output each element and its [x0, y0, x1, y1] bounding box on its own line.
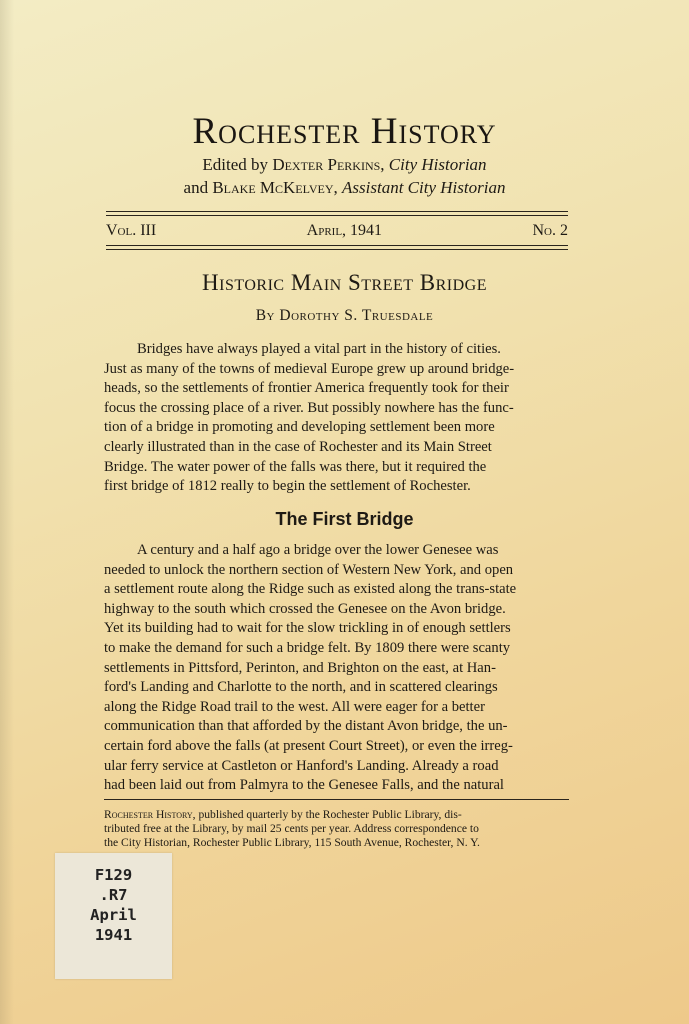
paragraph-line: highway to the south which crossed the Genesee on the Avon bridge. [104, 600, 506, 617]
footnote-text: , published quarterly by the Rochester Public Library, dis- [192, 808, 462, 821]
paragraph-line: Just as many of the towns of medieval Europe grew up around bridge- [104, 360, 515, 377]
editor-name: Dexter Perkins [272, 155, 381, 174]
volume-label: Vol. III [106, 222, 157, 239]
issue-info-line [106, 222, 568, 240]
editors-prefix: Edited by [202, 155, 273, 174]
editors-line-2 [0, 176, 689, 199]
paragraph-line: A century and a half ago a bridge over the lower Genesee was [137, 542, 499, 558]
paragraph-line: needed to unlock the northern section of Western New York, and open [104, 561, 514, 578]
issue-date: April, 1941 [306, 222, 383, 239]
editors-separator: , [333, 178, 343, 197]
assistant-editor-role: Assistant City Historian [342, 178, 506, 197]
paragraph-line: tion of a bridge in promoting and developing settlement been more [104, 419, 495, 436]
paragraph-line: to make the demand for such a bridge felt. By 1809 there were scanty [104, 639, 511, 656]
call-number-line: .R7 [99, 886, 128, 904]
footnote-divider [104, 799, 569, 800]
paragraph-line: Bridge. The water power of the falls was there, but it required the [104, 458, 487, 475]
paragraph-line: ford's Landing and Charlotte to the north, and in scattered clearings [104, 679, 498, 696]
footnote-line: tributed free at the Library, by mail 25 cents per year. Address correspondence to [104, 822, 479, 835]
footnote-lead: Rochester History [104, 808, 193, 821]
section-heading: The First Bridge [275, 509, 414, 529]
call-number-line: 1941 [94, 926, 133, 944]
paragraph-line: communication than that afforded by the distant Avon bridge, the un- [104, 718, 508, 735]
top-double-rule-lower [106, 215, 568, 216]
paragraph-line: a settlement route along the Ridge such as existed along the trans-state [104, 581, 517, 598]
paragraph-line: had been laid out from Palmyra to the Genesee Falls, and the natural [104, 777, 504, 794]
article-title: Historic Main Street Bridge [202, 270, 487, 295]
bottom-double-rule-upper [106, 245, 568, 246]
library-call-number-label [55, 853, 172, 979]
paragraph-line: clearly illustrated than in the case of Rochester and its Main Street [104, 438, 492, 455]
editors-separator: , [380, 155, 389, 174]
call-number-line: F129 [94, 866, 133, 884]
publication-footnote [104, 808, 572, 850]
editor-role: City Historian [388, 155, 487, 174]
top-double-rule-upper [106, 211, 568, 212]
bottom-double-rule-lower [106, 249, 568, 250]
paragraph-line: along the Ridge Road trail to the west. All were eager for a better [104, 698, 485, 715]
footnote-line [104, 808, 572, 822]
editors-line-1 [0, 153, 689, 176]
call-number-line: April [90, 906, 137, 924]
paragraph-line: Yet its building had to wait for the slow trickling in of enough settlers [104, 620, 511, 637]
intro-paragraph [104, 340, 568, 497]
paragraph-line: Bridges have always played a vital part in the history of cities. [137, 341, 501, 357]
paragraph-line: first bridge of 1812 really to begin the settlement of Rochester. [104, 478, 471, 495]
publication-title: Rochester History [192, 111, 497, 152]
first-bridge-paragraph [104, 541, 568, 796]
assistant-editor-name: Blake McKelvey [212, 178, 334, 197]
paragraph-line: certain ford above the falls (at present Court Street), or even the irreg- [104, 737, 513, 754]
editors-block [0, 153, 689, 199]
paragraph-line: heads, so the settlements of frontier America frequently took for their [104, 380, 509, 397]
editors-prefix: and [183, 178, 213, 197]
footnote-line: the City Historian, Rochester Public Library, 115 South Avenue, Rochester, N. Y. [104, 836, 480, 849]
paragraph-line: settlements in Pittsford, Perinton, and Brighton on the east, at Han- [104, 659, 496, 676]
paragraph-line: focus the crossing place of a river. But possibly nowhere has the func- [104, 399, 514, 416]
issue-number: No. 2 [532, 222, 568, 239]
article-byline: By Dorothy S. Truesdale [255, 307, 434, 324]
paragraph-line: ular ferry service at Castleton or Hanford's Landing. Already a road [104, 757, 499, 774]
